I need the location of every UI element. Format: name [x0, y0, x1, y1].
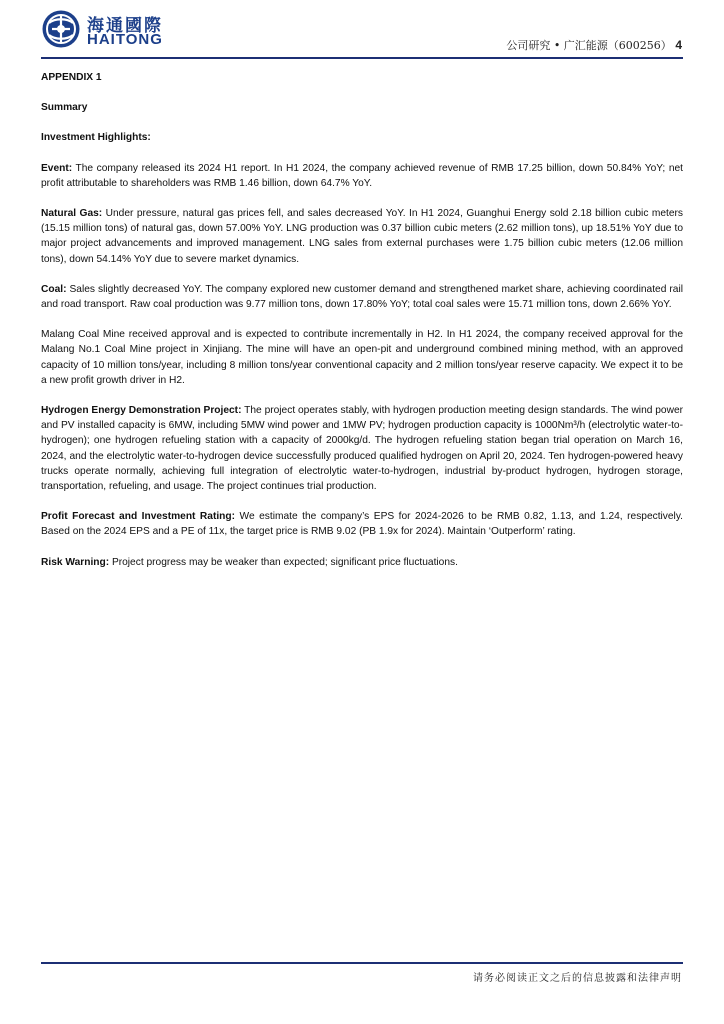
haitong-logo — [41, 9, 171, 49]
paragraph-hydrogen — [41, 403, 683, 494]
logo-english-name: HAITONG — [87, 31, 163, 48]
paragraph-label: Natural Gas: — [41, 208, 103, 220]
appendix-heading: APPENDIX 1 — [41, 72, 102, 83]
paragraph-text: We estimate the company’s EPS for 2024-2026 to be RMB 0.82, 1.13, and 1.24, respectively. Based on the 2024 EPS and a PE of 11x, the target price is RMB 9.02 (PB 1.9x for 2024). Maintain ‘Outperform’ rating. — [41, 511, 683, 538]
paragraph-text: Malang Coal Mine received approval and is expected to contribute incrementally in H2. In H1 2024, the company received approval for the Malang No.1 Coal Mine project in Xinjiang. The mine will have an open-pit and underground combined mining method, with an approved capacity of 10 million tons/year, including 8 million tons/year conventional capacity and 2 million tons/year reserve capacity. We expect it to be a new profit growth driver in H2. — [41, 329, 683, 386]
paragraph-malang-coal-mine — [41, 327, 683, 388]
highlights-heading: Investment Highlights: — [41, 132, 151, 144]
paragraph-label: Profit Forecast and Investment Rating: — [41, 511, 236, 523]
paragraph-natural-gas — [41, 206, 683, 267]
page-number: 4 — [675, 38, 682, 52]
report-type: 公司研究 • 广汇能源（600256） — [506, 39, 672, 52]
report-body — [41, 70, 683, 585]
paragraph-label: Event: — [41, 162, 73, 174]
paragraph-risk-warning — [41, 555, 683, 570]
paragraph-event — [41, 161, 683, 191]
paragraph-text: The company released its 2024 H1 report. In H1 2024, the company achieved revenue of RMB 17.25 billion, down 50.84% YoY; net profit attributable to shareholders was RMB 1.46 billion, down 64.7% YoY. — [41, 162, 683, 189]
page-header — [0, 0, 724, 62]
paragraph-text: The project operates stably, with hydrogen production meeting design standards. The wind power and PV installed capacity is 6MW, including 5MW wind power and 1MW PV; hydrogen production capacity is 1000Nm³/h (electrolytic water-to-hydrogen); one hydrogen refueling station with a capacity of 2000kg/d. The hydrogen refueling station began trial operation on March 16, 2024, and the electrolytic water-to-hydrogen device successfully produced qualified hydrogen on April 20, 2024. Ten hydrogen-powered heavy trucks operate normally, achieving full integration of electrolytic water-to-hydrogen, industrial by-product hydrogen, hydrogen storage, transportation, refueling, and usage. The project continues trial production. — [41, 405, 684, 493]
paragraph-coal — [41, 282, 683, 312]
paragraph-text: Under pressure, natural gas prices fell, and sales decreased YoY. In H1 2024, Guanghui Energy sold 2.18 billion cubic meters (15.15 million tons) of natural gas, down 57.00% YoY. LNG production was 0.37 billion cubic meters (2.62 million tons), up 18.51% YoY due to major project advancements and improved management. LNG sales from external purchases were 1.75 billion cubic meters (12.06 million tons), down 54.14% YoY due to severe market dynamics. — [41, 208, 684, 265]
footer-disclaimer: 请务必阅读正文之后的信息披露和法律声明 — [473, 973, 682, 984]
paragraph-profit-forecast — [41, 509, 683, 539]
paragraph-text: Sales slightly decreased YoY. The company explored new customer demand and strengthened market share, achieving coordinated rail and road transport. Raw coal production was 9.77 million tons, down 17.80% YoY; total coal sales were 15.71 million tons, down 2.66% YoY. — [41, 283, 683, 311]
paragraph-text: Project progress may be weaker than expected; significant price fluctuations. — [109, 556, 458, 568]
footer-divider — [41, 962, 683, 964]
paragraph-label: Hydrogen Energy Demonstration Project: — [41, 405, 242, 417]
header-divider — [41, 57, 683, 59]
paragraph-label: Risk Warning: — [41, 556, 110, 568]
haitong-logo-icon — [41, 9, 81, 49]
report-header-label — [506, 37, 682, 53]
paragraph-label: Coal: — [41, 283, 67, 295]
logo-chinese-name: 海通國際 — [87, 16, 163, 36]
summary-heading: Summary — [41, 102, 88, 114]
